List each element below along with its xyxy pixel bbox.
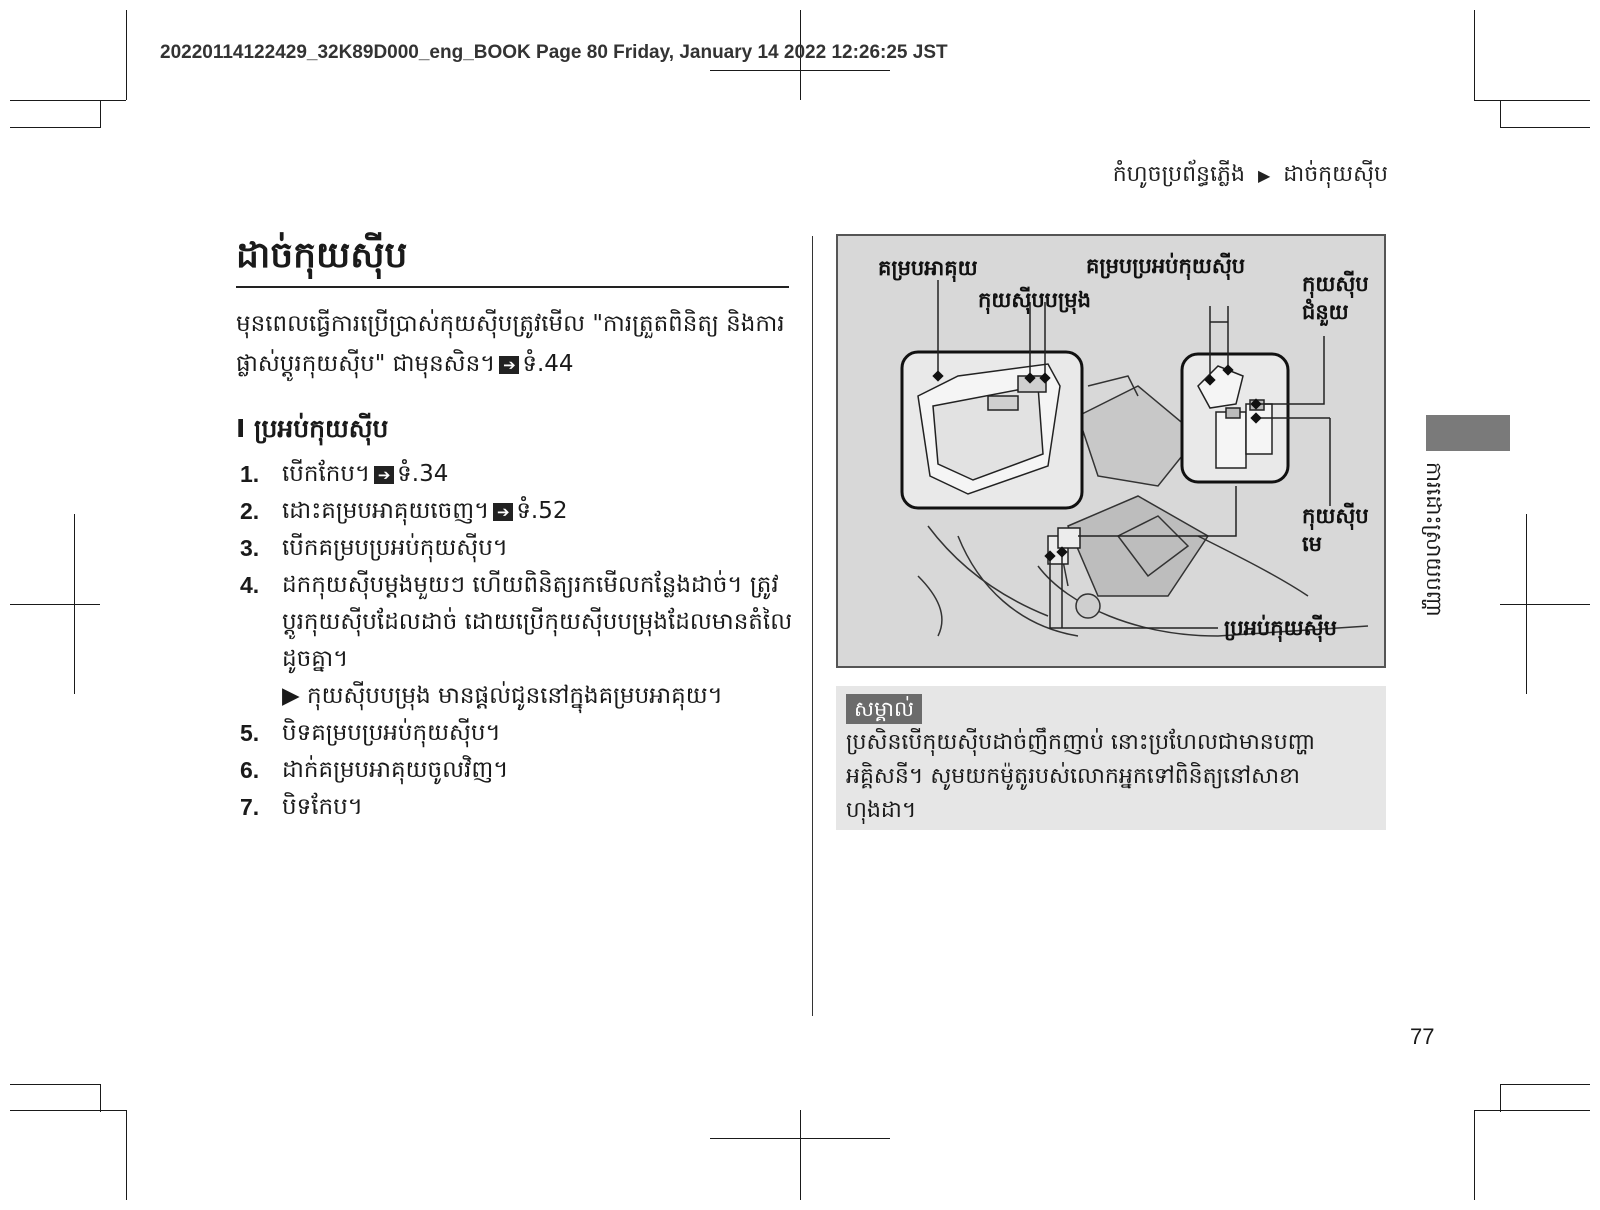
registration-mark: [710, 1138, 890, 1139]
crop-mark: [1500, 127, 1590, 128]
breadcrumb-separator-icon: ▶: [1257, 166, 1271, 185]
step-number: 7.: [240, 794, 260, 820]
callout-battery-cover: គម្របអាគុយ: [878, 256, 978, 280]
crop-mark: [1474, 1110, 1475, 1200]
section-tab-marker: [1426, 415, 1510, 451]
registration-mark: [10, 604, 100, 605]
section-heading: [236, 414, 388, 450]
crop-mark: [100, 100, 101, 128]
breadcrumb-parent: កំហូចប្រព័ន្ធភ្លើង: [1112, 162, 1245, 187]
crop-mark: [1474, 1110, 1590, 1111]
step-note-text: កុយស៊ីបបម្រុង មានផ្តល់ជូននៅក្នុងគម្របអាគុយ។: [307, 683, 723, 709]
crop-mark: [10, 127, 100, 128]
breadcrumb: [1113, 160, 1388, 192]
fuse-box-figure: [836, 234, 1386, 668]
crop-mark: [1474, 100, 1590, 101]
intro-paragraph: [236, 304, 796, 384]
list-item: [240, 493, 800, 530]
callout-fuse-box: ប្រអប់កុយស៊ីប: [1224, 616, 1337, 640]
step-text: បើកកែប។: [282, 461, 371, 487]
column-divider: [812, 236, 813, 1016]
note-label: សម្គាល់: [846, 694, 922, 724]
list-item: [240, 752, 800, 789]
crop-mark: [126, 1110, 127, 1200]
step-text: បិទគម្របប្រអប់កុយស៊ីប។: [282, 720, 501, 746]
list-item: [240, 567, 800, 678]
title-underline: [236, 286, 789, 288]
crop-mark: [10, 1110, 126, 1111]
step-text: បើកគម្របប្រអប់កុយស៊ីប។: [282, 535, 508, 561]
step-number: 6.: [240, 757, 260, 783]
step-text: ដកកុយស៊ីបម្តងមួយៗ ហើយពិនិត្យរកមើលកន្លែងដាច់។ ត្រូវប្តូរកុយស៊ីបដែលដាច់ ដោយប្រើកុយស៊ីបបម្រុងដែលមានតំលៃដូចគ្នា។: [282, 572, 793, 672]
callout-main-fuse: កុយស៊ីបមេ: [1302, 504, 1369, 556]
crop-mark: [100, 1084, 101, 1112]
intro-page-ref[interactable]: ទំ.44: [522, 351, 574, 377]
step-number: 5.: [240, 720, 260, 746]
crop-mark: [1500, 1084, 1590, 1085]
list-item: [240, 789, 800, 826]
note-box: [836, 686, 1386, 830]
step-page-ref[interactable]: ទំ.34: [397, 461, 449, 487]
crop-mark: [10, 100, 126, 101]
step-number: 4.: [240, 572, 260, 598]
callout-spare-fuse: កុយស៊ីបបម្រុង: [978, 288, 1091, 312]
registration-mark: [1500, 604, 1590, 605]
step-page-ref[interactable]: ទំ.52: [516, 498, 568, 524]
arrow-right-box-icon: ➔: [499, 356, 519, 374]
triangle-right-icon: ▶: [282, 683, 300, 709]
step-text: បិទកែប។: [282, 794, 363, 820]
breadcrumb-current: ដាច់កុយស៊ីប: [1283, 162, 1388, 187]
list-item: [240, 715, 800, 752]
crop-mark: [1474, 10, 1475, 100]
registration-mark: [710, 70, 890, 71]
step-number: 1.: [240, 461, 260, 487]
print-header-meta: 20220114122429_32K89D000_eng_BOOK Page 80 Friday, January 14 2022 12:26:25 JST: [160, 42, 948, 63]
page-number: 77: [1410, 1024, 1435, 1049]
crop-mark: [1500, 1084, 1501, 1112]
section-side-label: ការដោះស្រាយបញ្ហា: [1422, 462, 1446, 618]
registration-mark: [800, 1110, 801, 1200]
crop-mark: [1500, 100, 1501, 128]
arrow-right-box-icon: ➔: [374, 466, 394, 484]
arrow-right-box-icon: ➔: [493, 503, 513, 521]
step-number: 2.: [240, 498, 260, 524]
section-heading-text: ប្រអប់កុយស៊ីប: [254, 414, 389, 443]
crop-mark: [126, 10, 127, 100]
step-text: ដោះគម្របអាគុយចេញ។: [282, 498, 490, 524]
list-item: [240, 530, 800, 567]
section-marker: I: [236, 414, 246, 443]
list-item: [240, 456, 800, 493]
step-number: 3.: [240, 535, 260, 561]
steps-list: [240, 456, 800, 826]
callout-sub-fuse: កុយស៊ីបជំនួយ: [1302, 272, 1369, 324]
intro-text: មុនពេលធ្វើការប្រើប្រាស់កុយស៊ីបត្រូវមើល "ការត្រួតពិនិត្យ និងការផ្លាស់ប្តូរកុយស៊ីប" ជាមុនសិន។: [236, 311, 785, 377]
callout-fuse-box-cover: គម្របប្រអប់កុយស៊ីប: [1086, 254, 1246, 278]
step-note: [240, 678, 800, 715]
step-text: ដាក់គម្របអាគុយចូលវិញ។: [282, 757, 509, 783]
crop-mark: [10, 1084, 100, 1085]
page-title: ដាច់កុយស៊ីប: [236, 235, 408, 276]
note-text: ប្រសិនបើកុយស៊ីបដាច់ញឹកញាប់ នោះប្រហែលជាមានបញ្ហាអគ្គិសនី។ សូមយកម៉ូតូរបស់លោកអ្នកទៅពិនិត្យនៅសាខាហុងដា។: [846, 730, 1316, 823]
